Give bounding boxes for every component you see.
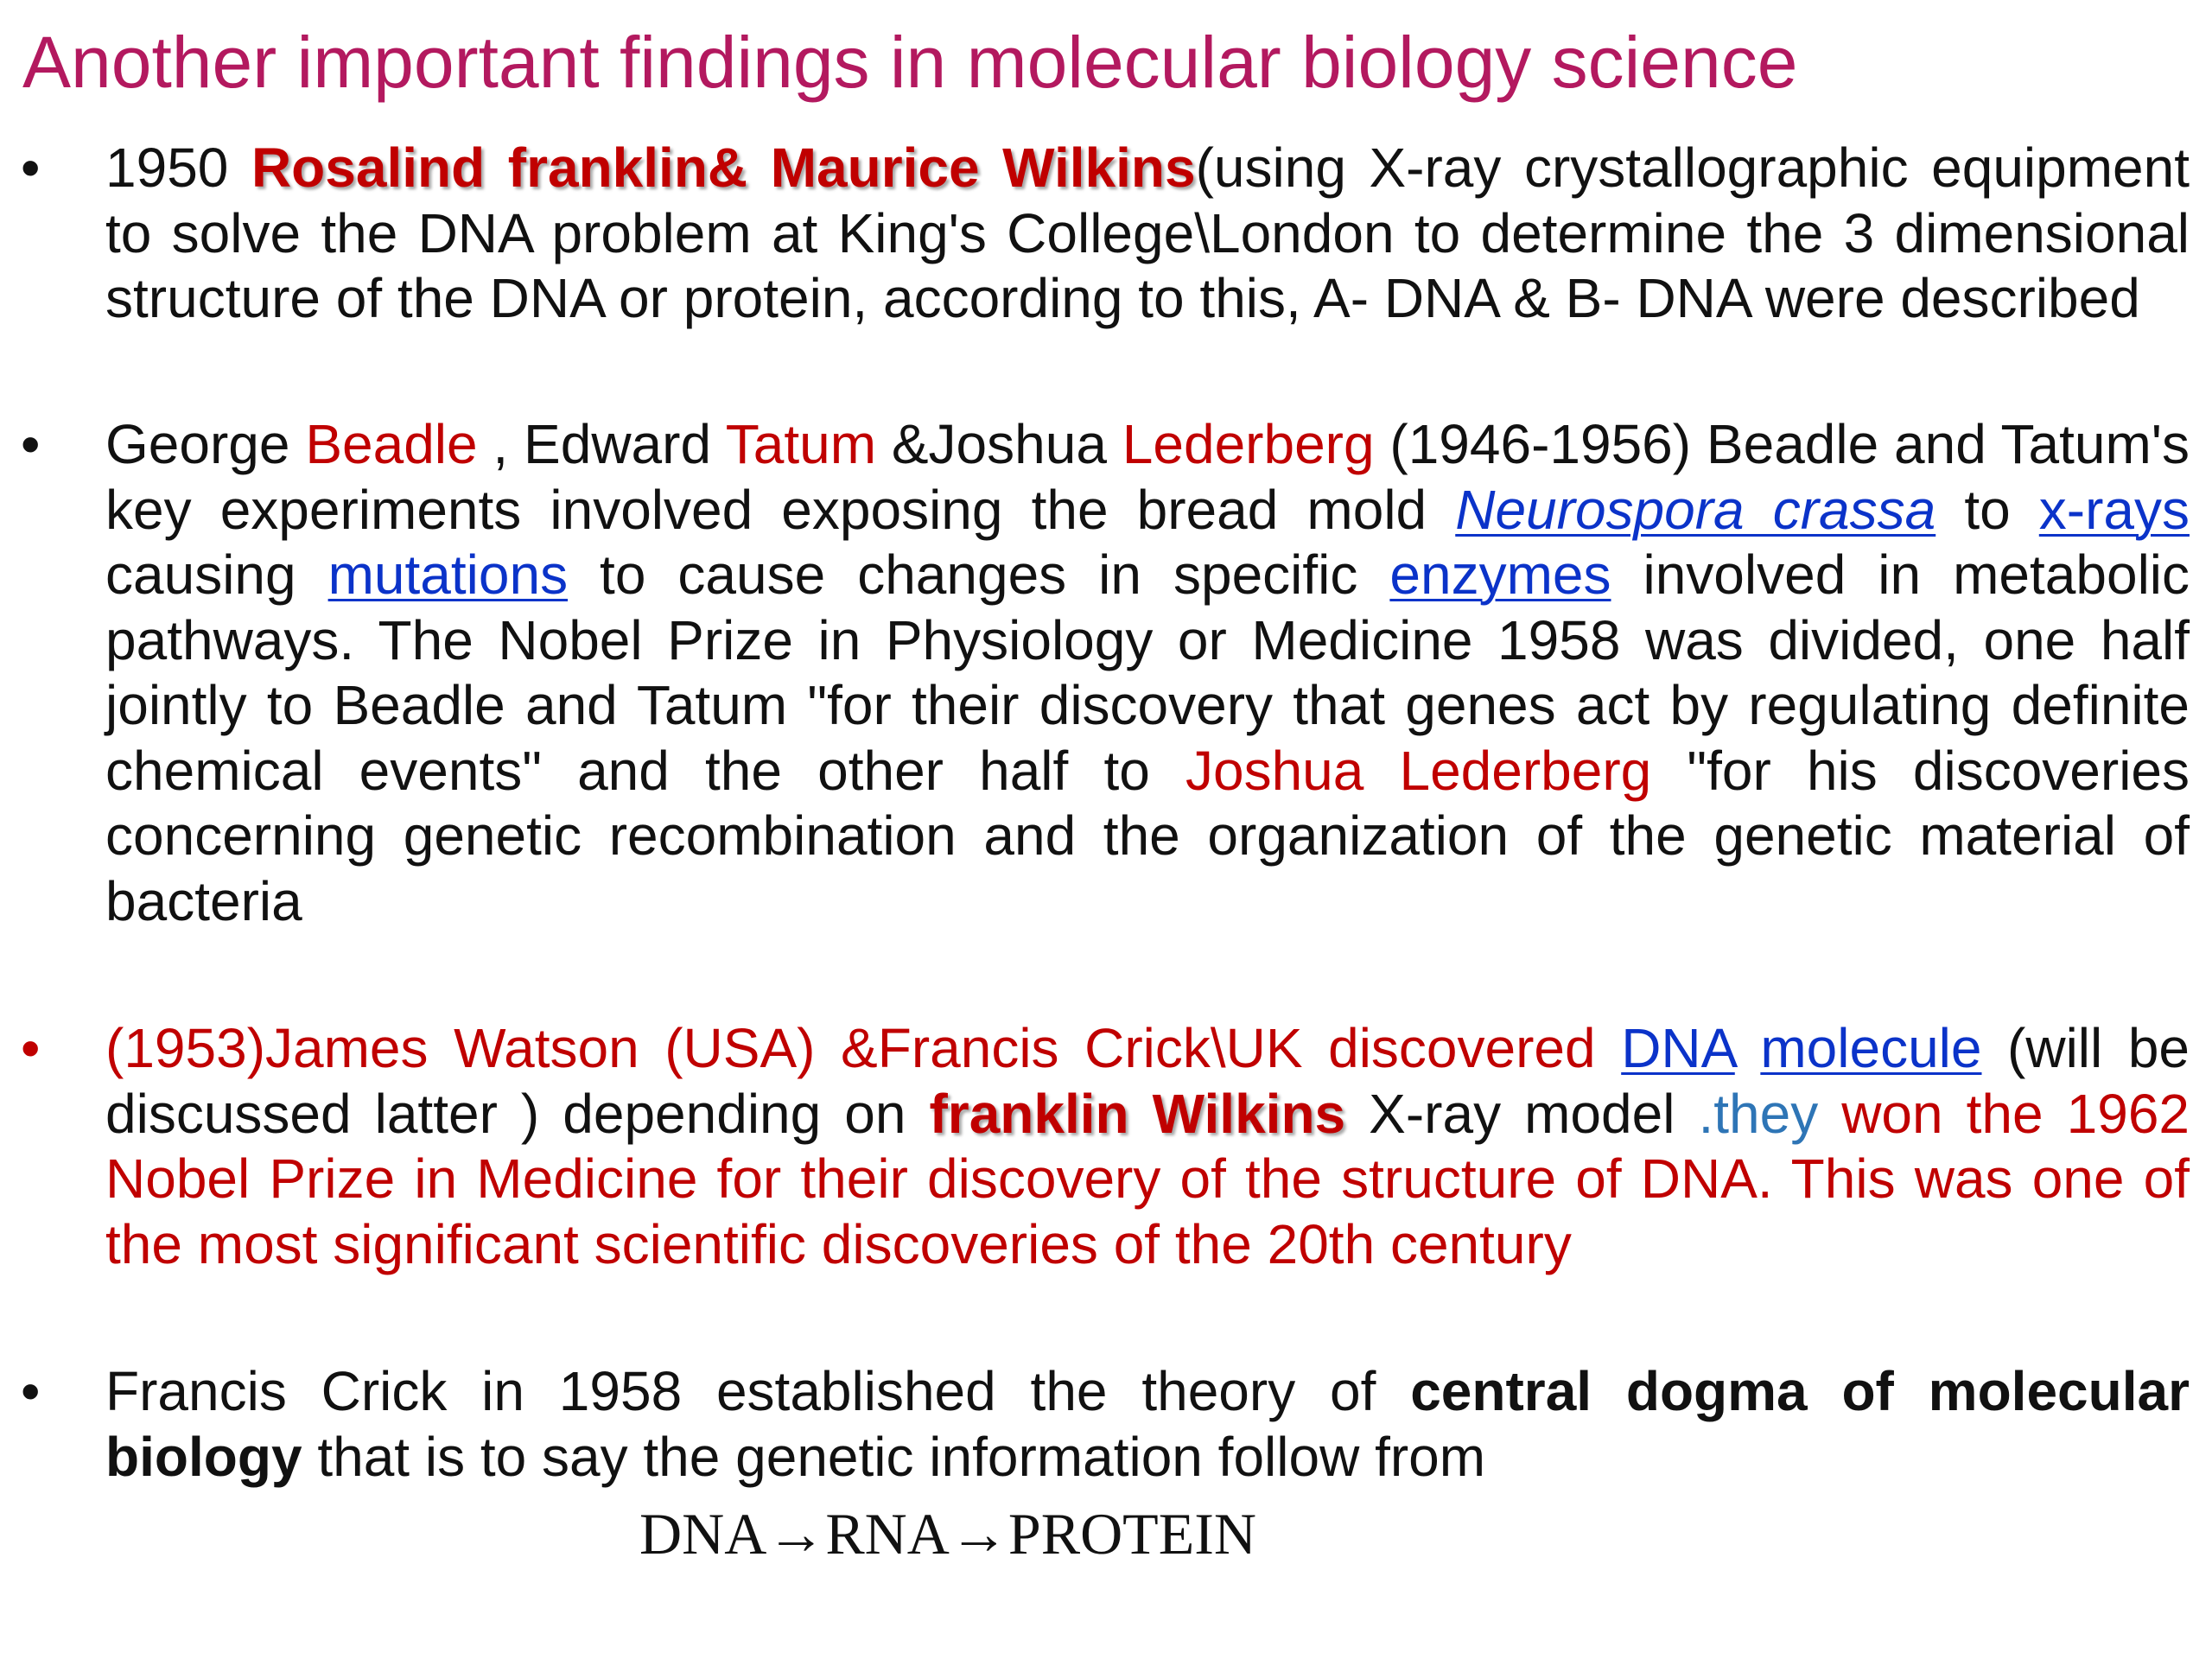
bullet-text: (using X-ray crystallographic equipment to solve the DNA problem at King's College\London to determine the 3 dimensional structure of the DNA or protein, according to this, A- DNA & B- DNA were described: [105, 137, 2190, 329]
bullet-text: (1946-1956) Beadle and Tatum's key experiments involved exposing the bread mold: [105, 413, 2190, 541]
bullet-text: X-ray model: [1345, 1082, 1699, 1145]
bullet-text: , Edward: [477, 413, 726, 475]
bullet-text: that is to say the genetic information follow from: [302, 1425, 1486, 1488]
bullet-marker: •: [21, 137, 41, 199]
central-dogma-formula: DNA→RNA→PROTEIN: [639, 1501, 1256, 1567]
bullet-text: (will be discussed latter ) depending on: [105, 1017, 2190, 1145]
names-highlight: franklin Wilkins: [929, 1082, 1346, 1145]
bullet-text: causing: [105, 543, 328, 606]
bullet-text: won the 1962 Nobel Prize in Medicine for their discovery of the structure of DNA. This was one of the most significant scientific discoveries of the 20th century: [105, 1082, 2190, 1275]
link-molecule[interactable]: molecule: [1760, 1017, 1982, 1079]
bullet-text: involved in metabolic pathways. The Nobel Prize in Physiology or Medicine 1958 was divided, one half jointly to Beadle and Tatum "for their discovery that genes act by regulating definite chemical events" and the other half to: [105, 543, 2190, 802]
bullet-text: "for his discoveries concerning genetic recombination and the organization of the genetic material of bacteria: [105, 739, 2190, 932]
link-mutations[interactable]: mutations: [327, 543, 569, 606]
name-tatum: Tatum: [725, 413, 877, 475]
name-lederberg: Lederberg: [1122, 413, 1375, 475]
bullet-text: &Joshua: [876, 413, 1122, 475]
bullet-item-beadle-tatum: [105, 412, 2190, 934]
bullet-marker: •: [21, 413, 41, 475]
bullet-text: Francis Crick in 1958 established the theory of: [105, 1360, 1411, 1422]
bullet-text: to: [1936, 478, 2039, 541]
bullet-marker: •: [21, 1017, 41, 1079]
bullet-item-watson-crick: [105, 1016, 2190, 1277]
year-text: 1950: [105, 137, 251, 199]
they-text: .they: [1698, 1082, 1819, 1145]
bullet-text: (1953)James Watson (USA) &Francis Crick\UK discovered: [105, 1017, 1622, 1079]
name-joshua-lederberg: Joshua Lederberg: [1185, 739, 1652, 802]
bullet-item-central-dogma: [105, 1359, 2190, 1490]
names-highlight: Rosalind franklin& Maurice Wilkins: [251, 137, 1196, 199]
bullet-item-franklin: [105, 136, 2190, 332]
link-enzymes[interactable]: enzymes: [1389, 543, 1611, 606]
central-dogma-bold: central dogma of molecular biology: [105, 1360, 2190, 1488]
bullet-marker: •: [21, 1360, 41, 1422]
slide-title: Another important findings in molecular biology science: [22, 22, 1798, 103]
link-x-rays[interactable]: x-rays: [2038, 478, 2190, 541]
name-beadle: Beadle: [305, 413, 478, 475]
link-dna[interactable]: DNA: [1621, 1017, 1735, 1079]
link-neurospora-crassa[interactable]: Neurospora crassa: [1455, 478, 1936, 541]
bullet-text: to cause changes in specific: [568, 543, 1390, 606]
bullet-text: George: [105, 413, 306, 475]
